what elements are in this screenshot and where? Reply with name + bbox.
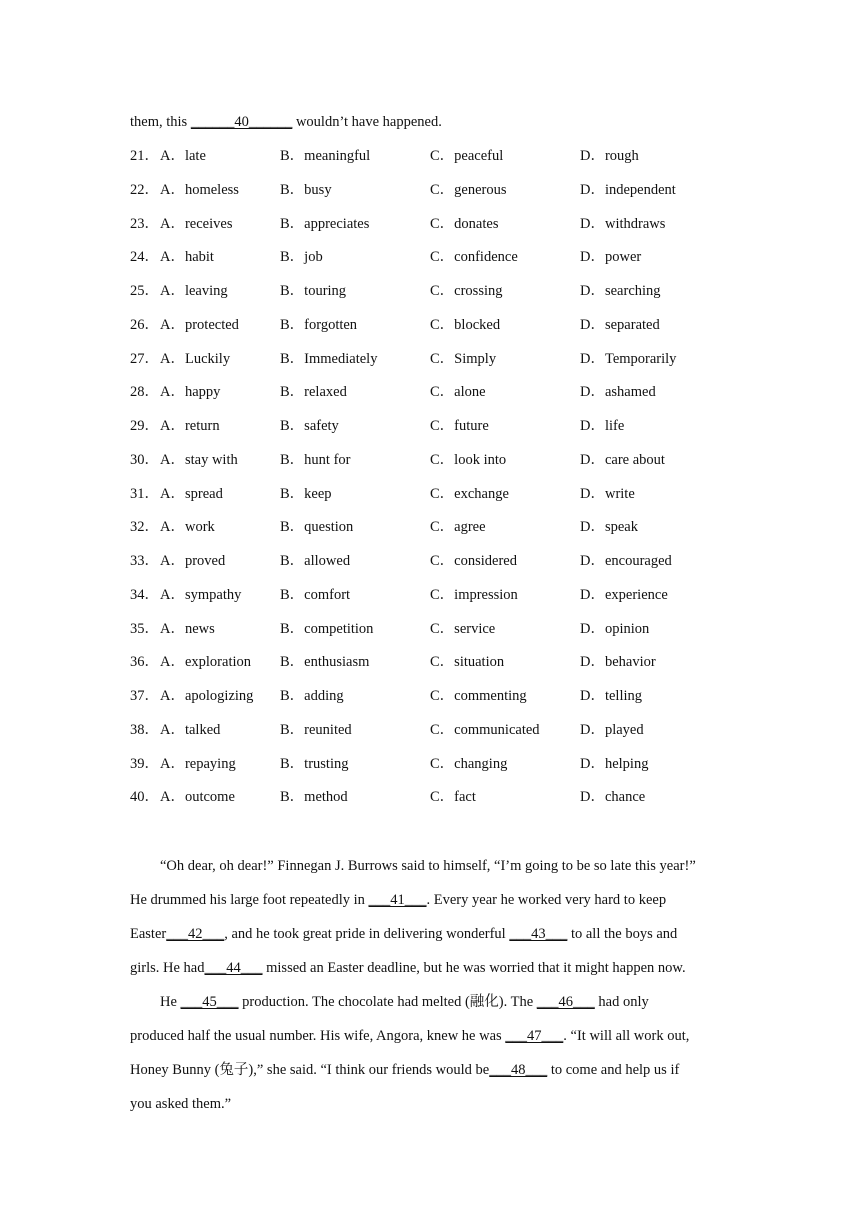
option-b: B．busy: [280, 181, 332, 198]
option-b: B．hunt for: [280, 451, 351, 468]
option-a: A．habit: [160, 249, 214, 266]
option-a: A．exploration: [160, 654, 252, 671]
option-a: A．Luckily: [160, 350, 231, 367]
intro-line: [130, 112, 442, 132]
option-c: C．considered: [430, 553, 517, 569]
blank-47: ___47___: [505, 1028, 564, 1044]
option-a: A．protected: [160, 316, 239, 333]
option-c: C．communicated: [430, 721, 540, 738]
option-a: A．news: [160, 620, 215, 637]
option-b: B．appreciates: [280, 215, 370, 232]
option-a: A．proved: [160, 553, 226, 569]
option-a: A．stay with: [160, 451, 238, 468]
option-c: C．blocked: [430, 316, 501, 333]
question-number: 30．: [130, 451, 159, 468]
option-d: D．power: [580, 249, 642, 266]
option-b: B．question: [280, 519, 354, 536]
option-d: D．behavior: [580, 654, 656, 671]
option-d: D．withdraws: [580, 215, 666, 232]
passage-line-6: produced half the usual number. His wife, Angora, knew he was ___47___. “It will all work out,: [130, 1028, 690, 1044]
option-d: D．life: [580, 418, 625, 434]
option-d: D．telling: [580, 688, 643, 704]
option-b: B．touring: [280, 283, 347, 299]
option-d: D．encouraged: [580, 553, 672, 569]
blank-48: ___48___: [489, 1062, 548, 1078]
option-a: A．work: [160, 519, 215, 536]
option-b: B．comfort: [280, 586, 351, 603]
option-a: A．receives: [160, 215, 233, 232]
intro-text: them, this: [130, 114, 191, 130]
option-b: B．trusting: [280, 755, 349, 772]
option-c: C．generous: [430, 181, 507, 198]
passage-line-8: you asked them.”: [130, 1096, 232, 1112]
option-b: B．forgotten: [280, 316, 358, 333]
option-b: B．meaningful: [280, 148, 371, 164]
option-c: C．exchange: [430, 485, 509, 502]
option-c: C．crossing: [430, 283, 503, 299]
option-d: D．write: [580, 485, 635, 502]
option-d: D．Temporarily: [580, 350, 677, 367]
option-c: C．peaceful: [430, 148, 504, 164]
option-a: A．late: [160, 148, 206, 164]
option-a: A．apologizing: [160, 688, 254, 704]
option-b: B．reunited: [280, 721, 352, 738]
question-number: 40．: [130, 789, 159, 806]
passage-line-4: girls. He had___44___ missed an Easter deadline, but he was worried that it might happen now.: [130, 960, 686, 976]
option-c: C．Simply: [430, 350, 497, 367]
option-b: B．relaxed: [280, 384, 347, 401]
question-number: 32．: [130, 519, 159, 536]
blank-44: ___44___: [204, 960, 263, 976]
option-d: D．independent: [580, 181, 676, 198]
option-a: A．homeless: [160, 181, 239, 198]
option-a: A．leaving: [160, 283, 228, 299]
blank-45: ___45___: [180, 994, 239, 1010]
option-b: B．adding: [280, 688, 344, 704]
option-c: C．fact: [430, 789, 476, 806]
option-b: B．allowed: [280, 553, 351, 569]
option-d: D．speak: [580, 519, 638, 536]
option-a: A．happy: [160, 384, 221, 401]
option-b: B．enthusiasm: [280, 654, 370, 671]
question-number: 37．: [130, 688, 159, 704]
option-c: C．situation: [430, 654, 505, 671]
option-c: C．impression: [430, 586, 518, 603]
option-d: D．separated: [580, 316, 660, 333]
option-d: D．helping: [580, 755, 649, 772]
option-c: C．donates: [430, 215, 499, 232]
option-c: C．alone: [430, 384, 486, 401]
question-number: 29．: [130, 418, 159, 434]
option-b: B．keep: [280, 485, 332, 502]
question-number: 34．: [130, 586, 159, 603]
question-number: 26．: [130, 316, 159, 333]
intro-text-end: wouldn’t have happened.: [292, 114, 442, 130]
blank-46: ___46___: [536, 994, 595, 1010]
passage-line-3: Easter___42___, and he took great pride in delivering wonderful ___43___ to all the boys and: [130, 926, 678, 942]
option-a: A．spread: [160, 485, 223, 502]
passage-line-5: He ___45___ production. The chocolate had melted (融化). The ___46___ had only: [160, 994, 649, 1010]
option-c: C．future: [430, 418, 489, 434]
option-d: D．rough: [580, 148, 639, 164]
question-number: 33．: [130, 553, 159, 569]
question-number: 36．: [130, 654, 159, 671]
question-number: 28．: [130, 384, 159, 401]
option-d: D．opinion: [580, 620, 650, 637]
option-d: D．chance: [580, 789, 646, 806]
option-c: C．agree: [430, 519, 486, 536]
option-a: A．repaying: [160, 755, 236, 772]
question-number: 38．: [130, 721, 159, 738]
question-number: 25．: [130, 283, 159, 299]
blank-41: ___41___: [368, 892, 427, 908]
question-number: 23．: [130, 215, 159, 232]
question-number: 24．: [130, 249, 159, 266]
blank-42: ___42___: [166, 926, 225, 942]
question-number: 21．: [130, 148, 159, 164]
passage-line-1: “Oh dear, oh dear!” Finnegan J. Burrows said to himself, “I’m going to be so late this year!”: [160, 858, 696, 874]
option-a: A．talked: [160, 721, 221, 738]
question-number: 22．: [130, 181, 159, 198]
option-c: C．changing: [430, 755, 508, 772]
passage-line-7: Honey Bunny (兔子),” she said. “I think our friends would be___48___ to come and help us if: [130, 1062, 680, 1078]
option-d: D．experience: [580, 586, 668, 603]
option-a: A．return: [160, 418, 220, 434]
option-b: B．method: [280, 789, 348, 806]
option-c: C．confidence: [430, 249, 518, 266]
option-b: B．job: [280, 249, 323, 266]
option-d: D．care about: [580, 451, 665, 468]
option-c: C．look into: [430, 451, 507, 468]
option-d: D．searching: [580, 283, 661, 299]
blank-43: ___43___: [509, 926, 568, 942]
option-c: C．commenting: [430, 688, 527, 704]
option-d: D．ashamed: [580, 384, 656, 401]
option-b: B．safety: [280, 418, 339, 434]
option-a: A．sympathy: [160, 586, 242, 603]
option-a: A．outcome: [160, 789, 235, 806]
blank-40: ______40______: [190, 114, 293, 130]
question-number: 31．: [130, 485, 159, 502]
option-c: C．service: [430, 620, 496, 637]
passage-line-2: He drummed his large foot repeatedly in ___41___. Every year he worked very hard to keep: [130, 892, 667, 908]
question-number: 27．: [130, 350, 159, 367]
question-number: 39．: [130, 755, 159, 772]
option-b: B．competition: [280, 620, 374, 637]
question-number: 35．: [130, 620, 159, 637]
option-d: D．played: [580, 721, 644, 738]
option-b: B．Immediately: [280, 350, 378, 367]
